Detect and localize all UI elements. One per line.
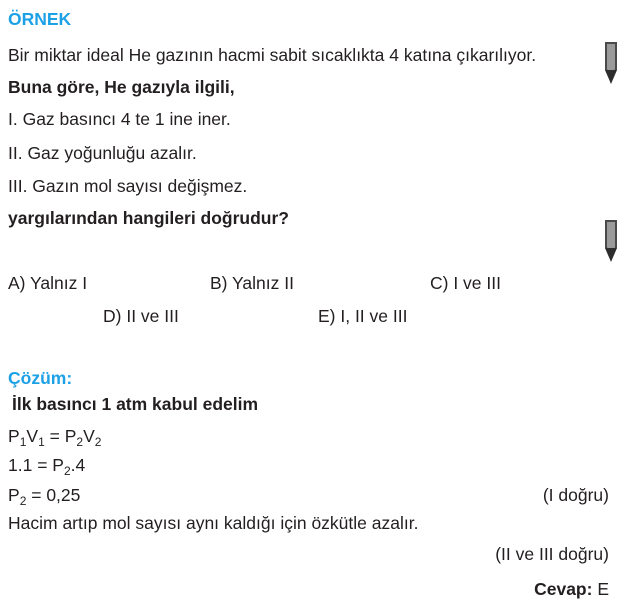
question-prompt: yargılarından hangileri doğrudur? <box>8 208 289 228</box>
question-statement: Bir miktar ideal He gazının hacmi sabit sıcaklıkta 4 katına çıkarılıyor. <box>8 45 537 65</box>
verdict-2: (II ve III doğru) <box>495 544 609 564</box>
answer-value: E <box>592 579 609 599</box>
option-d: D) II ve III <box>103 306 179 326</box>
solution-assumption: İlk basıncı 1 atm kabul edelim <box>12 394 259 414</box>
question-lead: Buna göre, He gazıyla ilgili, <box>8 77 235 97</box>
substitution-equation: $1.1 = P_2.4$ <box>8 455 86 478</box>
answer-label: Cevap: <box>534 579 593 599</box>
verdict-1: (I doğru) <box>542 485 609 505</box>
density-note: Hacim artıp mol sayısı aynı kaldığı için özkütle azalır. <box>8 513 419 533</box>
solution-heading: Çözüm: <box>8 368 73 388</box>
result-equation: $P_2 = 0,25$ <box>8 485 81 508</box>
option-c: C) I ve III <box>430 273 501 293</box>
pencil-icon <box>597 40 619 84</box>
statement-item-2: II. Gaz yoğunluğu azalır. <box>8 143 197 163</box>
option-a: A) Yalnız I <box>8 273 88 293</box>
option-b: B) Yalnız II <box>210 273 294 293</box>
option-e: E) I, II ve III <box>318 306 408 326</box>
boyle-equation: $P_1V_1 = P_2V_2$ <box>8 426 102 449</box>
statement-item-3: III. Gazın mol sayısı değişmez. <box>8 176 248 196</box>
statement-item-1: I. Gaz basıncı 4 te 1 ine iner. <box>8 109 231 129</box>
answer <box>534 578 609 600</box>
example-heading: ÖRNEK <box>8 9 72 29</box>
pencil-icon <box>597 218 619 262</box>
